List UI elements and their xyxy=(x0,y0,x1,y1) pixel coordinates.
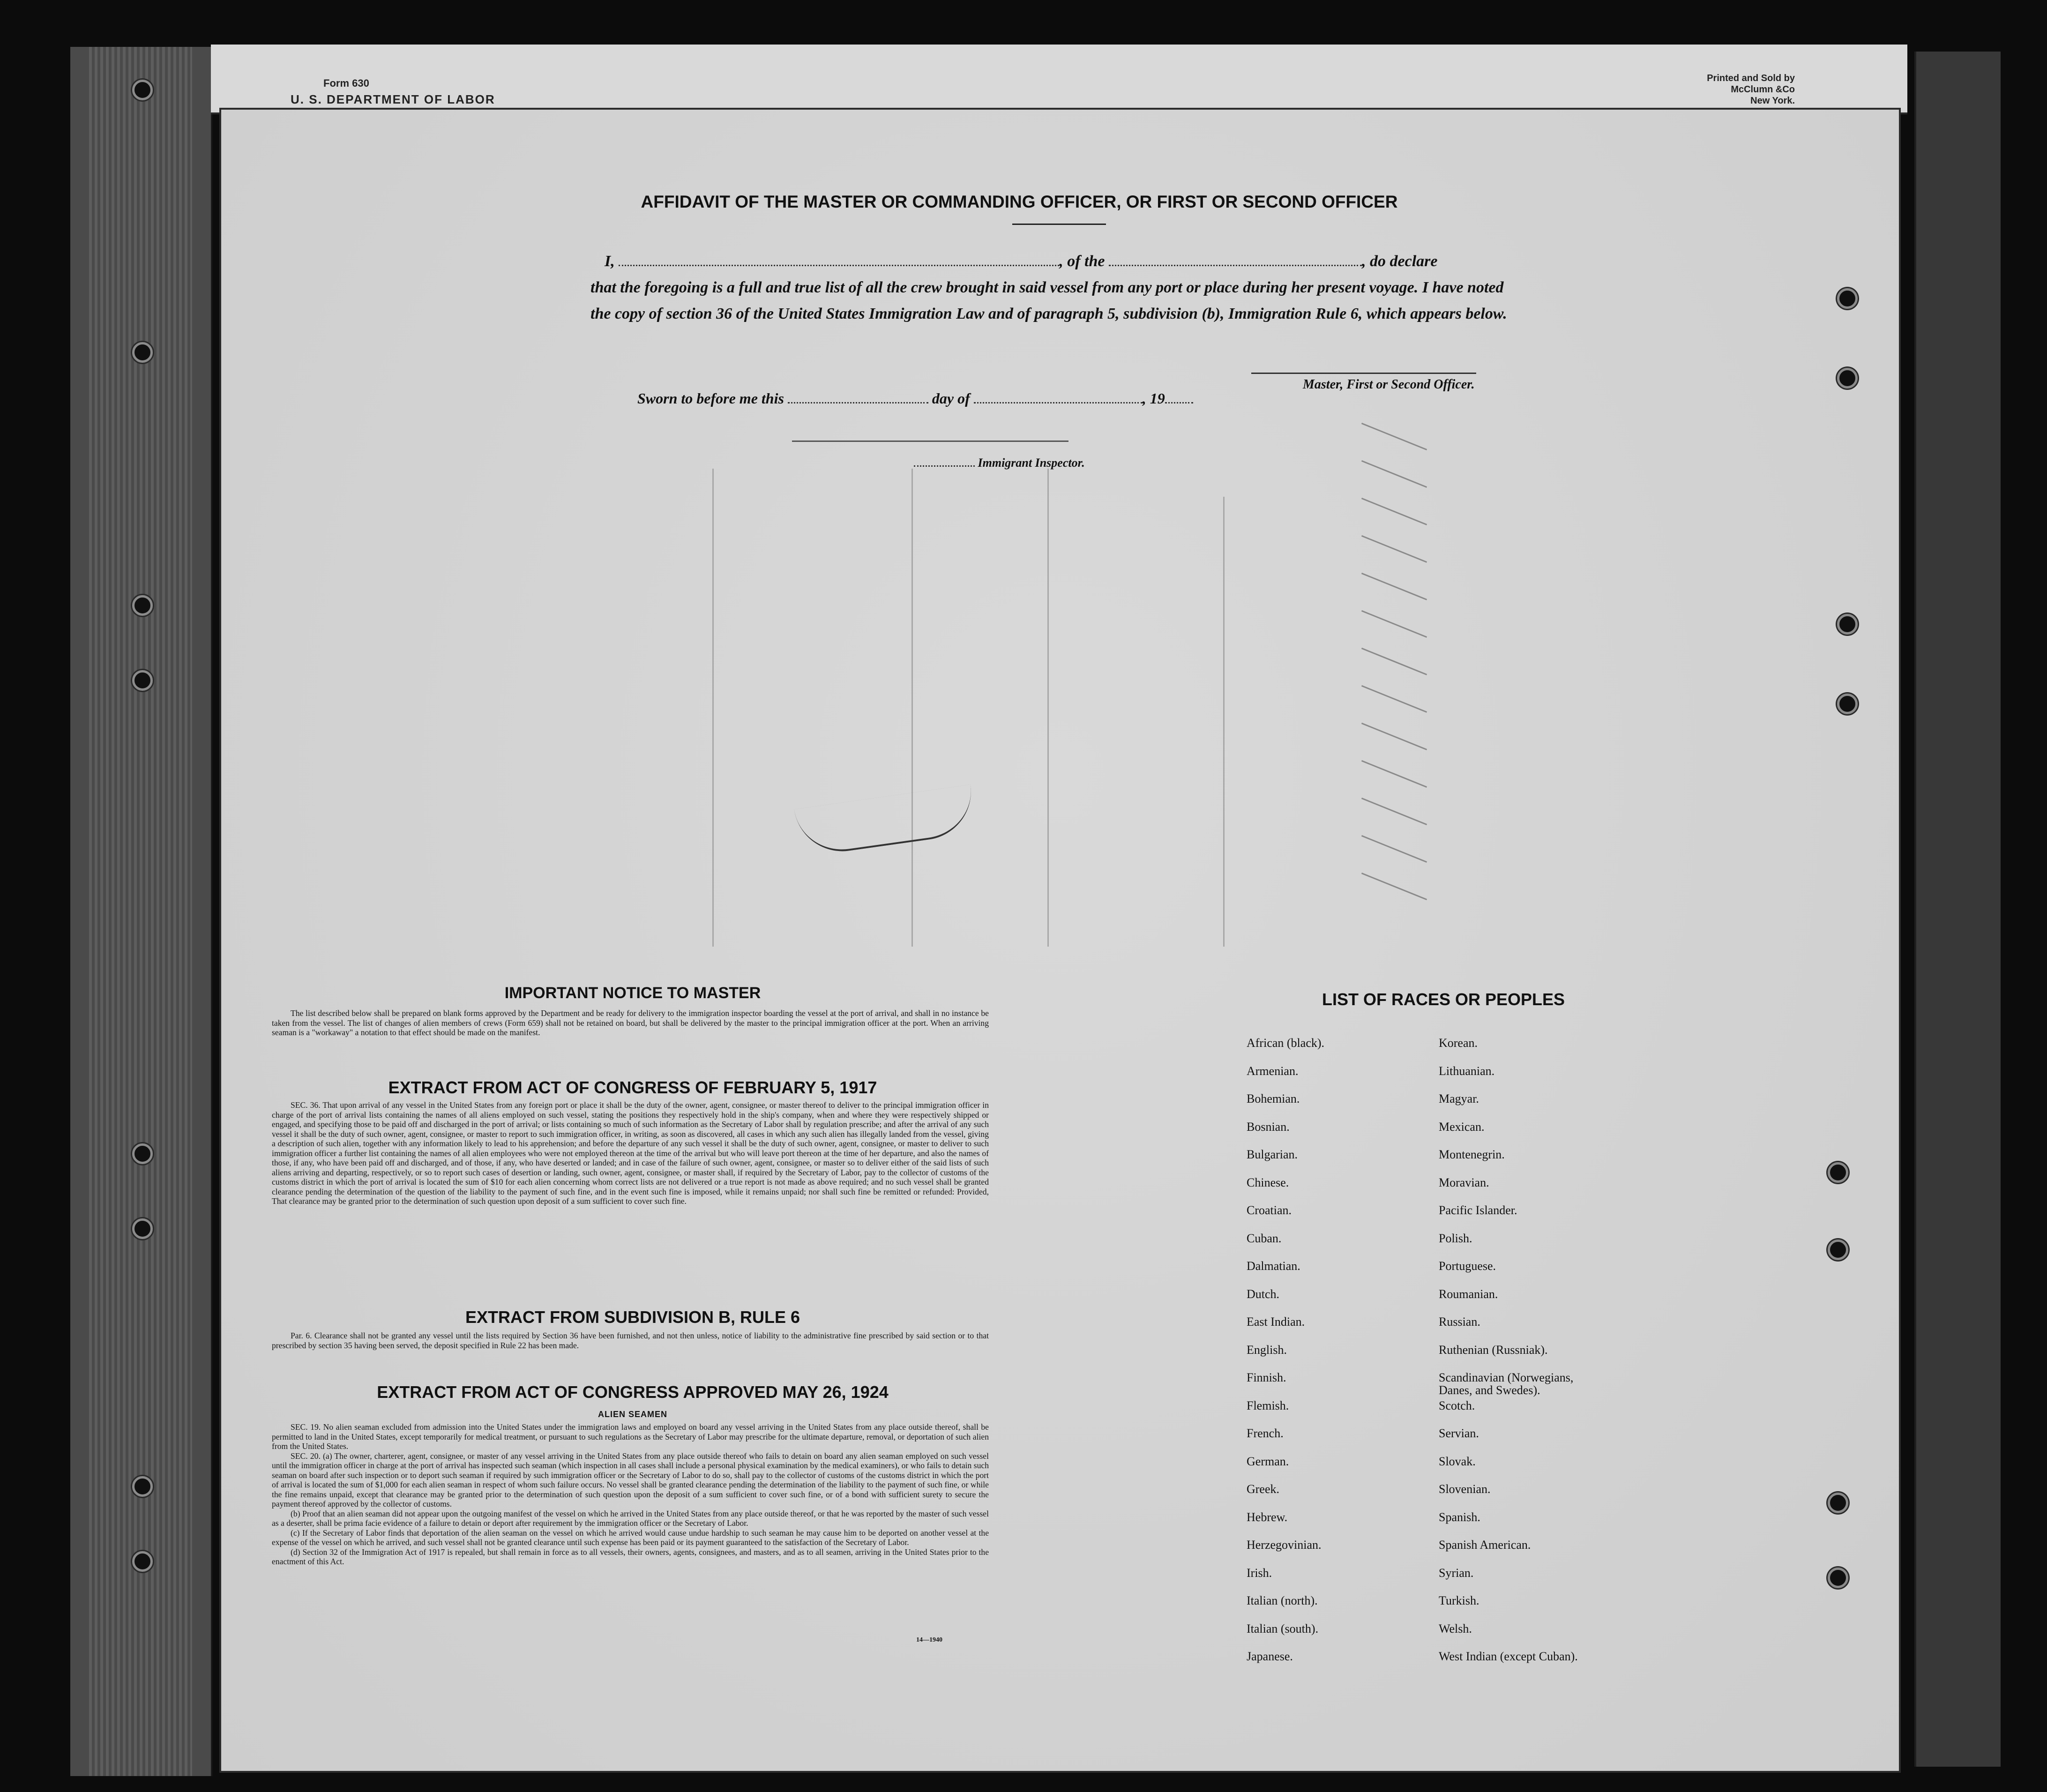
sec20c-paragraph: (c) If the Secretary of Labor finds that deportation of the alien seaman on the vessel on which he arrived would cause undue hardship to such seaman he may cause him to be deported on another vessel at the expense of the vessel on which he arrived, and such vessel shall not be granted clearance until such expense has been paid or its payment guaranteed to the satisfaction of the Secretary of Labor. xyxy=(272,1528,989,1547)
form-number: Form 630 xyxy=(323,77,369,89)
punch-hole xyxy=(1837,614,1858,635)
sec20d-paragraph: (d) Section 32 of the Immigration Act of 1917 is repealed, but shall remain in force as to all vessels, their owners, agents, consignees, and masters, and as to all seamen, arriving in the United States prior to the enactment of this Act. xyxy=(272,1547,989,1566)
extract-1917-title: EXTRACT FROM ACT OF CONGRESS OF FEBRUARY 5, 1917 xyxy=(388,1078,877,1097)
race-item: Korean. xyxy=(1439,1036,1478,1050)
affidavit-body: that the foregoing is a full and true list of all the crew brought in said vessel from any port or place during her present voyage. I have noted the copy of section 36 of the United States Immigration Law and of paragraph 5, subdivision (b), Immigration Rule 6, which appears below. xyxy=(590,279,1507,322)
extract-1924-text xyxy=(272,1422,989,1567)
race-item: Scotch. xyxy=(1439,1399,1475,1412)
punch-hole xyxy=(1828,1239,1848,1260)
bleed-rule xyxy=(911,469,913,947)
printer-line-1: Printed and Sold by McClumn &Co xyxy=(1707,73,1795,95)
race-item: German. xyxy=(1247,1455,1289,1468)
race-item: Magyar. xyxy=(1439,1092,1479,1105)
punch-hole xyxy=(1837,694,1858,714)
binder-hole xyxy=(132,670,153,691)
race-item: English. xyxy=(1247,1343,1287,1357)
race-item: East Indian. xyxy=(1247,1315,1305,1329)
race-item: Irish. xyxy=(1247,1566,1272,1580)
extract-rule6-title: EXTRACT FROM SUBDIVISION B, RULE 6 xyxy=(465,1307,800,1327)
race-item: Chinese. xyxy=(1247,1176,1289,1189)
race-item: Bosnian. xyxy=(1247,1120,1290,1134)
race-item: Ruthenian (Russniak). xyxy=(1439,1343,1548,1357)
race-item: West Indian (except Cuban). xyxy=(1439,1650,1578,1663)
race-item: African (black). xyxy=(1247,1036,1325,1050)
sworn-day-blank[interactable] xyxy=(788,389,928,403)
binder-strip xyxy=(70,47,212,1776)
notice-paragraph: The list described below shall be prepared on blank forms approved by the Department and be ready for delivery to the immigration inspector boarding the vessel at the port of arrival, and shall in no instance be taken from the vessel. The list of changes of alien members of crews (Form 659) shall not be retained on board, but shall be delivered by the master to the principal immigration officer at the port. When an arriving seaman is a "workaway" a notation to that effect should be made on the manifest. xyxy=(272,1008,989,1037)
right-edge-strip xyxy=(1914,52,2001,1767)
notice-title: IMPORTANT NOTICE TO MASTER xyxy=(504,984,761,1002)
bleed-rule xyxy=(1047,469,1049,947)
race-item: Lithuanian. xyxy=(1439,1064,1495,1078)
inspector-signature-line[interactable] xyxy=(792,441,1068,442)
race-item: Greek. xyxy=(1247,1482,1280,1496)
punch-hole xyxy=(1837,288,1858,309)
printer-line-2: New York. xyxy=(1750,96,1795,106)
race-item: Turkish. xyxy=(1439,1594,1479,1607)
race-item: Italian (north). xyxy=(1247,1594,1318,1607)
race-item: Croatian. xyxy=(1247,1203,1292,1217)
department-label: U. S. DEPARTMENT OF LABOR xyxy=(291,92,495,106)
affidavit-title: AFFIDAVIT OF THE MASTER OR COMMANDING OFFICER, OR FIRST OR SECOND OFFICER xyxy=(641,192,1398,211)
race-item: Finnish. xyxy=(1247,1371,1286,1384)
race-item: French. xyxy=(1247,1426,1284,1440)
form-code: 14—1940 xyxy=(916,1636,942,1643)
race-item: Bohemian. xyxy=(1247,1092,1300,1105)
race-item: Mexican. xyxy=(1439,1120,1485,1134)
title-underline xyxy=(1012,224,1106,225)
race-item: Japanese. xyxy=(1247,1650,1293,1663)
extract-rule6-text xyxy=(272,1331,989,1350)
race-item: Cuban. xyxy=(1247,1232,1282,1245)
inspector-label: Immigrant Inspector. xyxy=(978,456,1085,470)
punch-hole xyxy=(1837,368,1858,388)
inspector-line xyxy=(914,452,1085,470)
vessel-blank[interactable] xyxy=(1109,252,1362,266)
race-item: Moravian. xyxy=(1439,1176,1489,1189)
of-the-label: , of the xyxy=(1059,253,1105,270)
sworn-prefix: Sworn to before me this xyxy=(637,390,784,407)
races-title: LIST OF RACES OR PEOPLES xyxy=(1322,990,1565,1009)
sworn-year-blank[interactable] xyxy=(1165,389,1193,403)
printer-credit xyxy=(1682,73,1795,106)
race-item: Flemish. xyxy=(1247,1399,1289,1412)
binder-hole xyxy=(132,1218,153,1239)
race-item: Bulgarian. xyxy=(1247,1148,1298,1161)
binder-hole xyxy=(132,595,153,616)
race-item: Hebrew. xyxy=(1247,1510,1288,1524)
race-item: Servian. xyxy=(1439,1426,1479,1440)
sec20b-paragraph: (b) Proof that an alien seaman did not appear upon the outgoing manifest of the vessel on which he arrived in the United States from any place outside thereof, or that he was reported by the master of such vessel as a deserter, shall be prima facie evidence of a failure to detain or deport after requirement by the immigration officer or the Secretary of Labor. xyxy=(272,1508,989,1528)
race-item: Portuguese. xyxy=(1439,1259,1496,1273)
binder-band xyxy=(89,47,192,1776)
race-item: Dalmatian. xyxy=(1247,1259,1300,1273)
sworn-line xyxy=(637,389,1193,407)
extract-1924-title: EXTRACT FROM ACT OF CONGRESS APPROVED MAY 26, 1924 xyxy=(377,1382,889,1402)
do-declare-label: , do declare xyxy=(1362,253,1438,270)
lead-i: I, xyxy=(605,253,615,270)
race-item: Roumanian. xyxy=(1439,1287,1498,1301)
punch-hole xyxy=(1828,1493,1848,1513)
race-item: Spanish. xyxy=(1439,1510,1480,1524)
notice-text xyxy=(272,1008,989,1038)
race-item: Polish. xyxy=(1439,1232,1472,1245)
sworn-month-blank[interactable] xyxy=(974,389,1143,403)
alien-seamen-subtitle: ALIEN SEAMEN xyxy=(598,1410,667,1419)
name-blank[interactable] xyxy=(619,252,1059,266)
binder-hole xyxy=(132,1551,153,1572)
binder-hole xyxy=(132,1476,153,1497)
race-item: Syrian. xyxy=(1439,1566,1474,1580)
race-item: Montenegrin. xyxy=(1439,1148,1505,1161)
race-item: Spanish American. xyxy=(1439,1538,1531,1552)
bleed-rule xyxy=(712,469,714,947)
section-36-paragraph: SEC. 36. That upon arrival of any vessel in the United States from any foreign port or place it shall be the duty of the owner, agent, consignee, or master thereof to deliver to the principal immigration officer in charge of the port of arrival lists containing the names of all aliens employed on such vessel, stating the positions they respectively hold in the ship's company, when and where they were respectively shipped or engaged, and specifying those to be paid off and discharged in the port of arrival; or lists containing so much of such information as the Secretary of Labor shall by regulation prescribe; and after the arrival of any such vessel it shall be the duty of such owner, agent, consignee, or master to report to such immigration officer, in writing, as soon as discovered, all cases in which any such alien has illegally landed from the vessel, giving a description of such alien, together with any information likely to lead to his apprehension; and before the departure of any such vessel it shall be the duty of such owner, agent, consignee, or master to deliver to such immigration officer a further list containing the names of all alien employees who were not employed thereon at the time of the arrival but who will leave port thereon at the time of her departure, and also the names of those, if any, who have been paid off and discharged, and of those, if any, who have deserted or landed; and in case of the failure of such owner, agent, consignee, or master so to deliver either of the said lists of such aliens arriving and departing, respectively, or so to report such cases of desertion or landing, such owner, agent, consignee, or master shall, if required by the Secretary of Labor, pay to the collector of customs of the customs district in which the port of arrival is located the sum of $10 for each alien concerning whom correct lists are not delivered or a true report is not made as above required; and no such vessel shall be granted clearance pending the determination of the question of the liability to the payment of such fine, and in the event such fine is imposed, while it remains unpaid; nor shall such fine be remitted or refunded: Provided, That clearance may be granted prior to the determination of such question upon deposit of a sum sufficient to cover such fine. xyxy=(272,1100,989,1206)
race-item: Russian. xyxy=(1439,1315,1480,1329)
sworn-day-label: day of xyxy=(932,390,970,407)
race-item: Italian (south). xyxy=(1247,1622,1319,1635)
sworn-year-label: , 19 xyxy=(1142,390,1165,407)
race-item: Herzegovinian. xyxy=(1247,1538,1322,1552)
race-item: Slovak. xyxy=(1439,1455,1476,1468)
declaration-line xyxy=(590,248,1528,275)
inspector-blank[interactable] xyxy=(914,452,975,467)
binder-hole xyxy=(132,80,153,100)
race-item: Scandinavian (Norwegians, Danes, and Swedes). xyxy=(1439,1371,1574,1397)
race-item: Armenian. xyxy=(1247,1064,1299,1078)
race-item: Dutch. xyxy=(1247,1287,1280,1301)
affidavit-statement xyxy=(590,248,1528,327)
punch-hole xyxy=(1828,1162,1848,1183)
punch-hole xyxy=(1828,1568,1848,1588)
race-item: Welsh. xyxy=(1439,1622,1472,1635)
binder-hole xyxy=(132,342,153,363)
sec20a-paragraph: SEC. 20. (a) The owner, charterer, agent, consignee, or master of any vessel arriving in the United States from any place outside thereof who fails to detain on board any alien seaman employed on such vessel until the immigration officer in charge at the port of arrival has inspected such seaman (which inspection in all cases shall include a personal physical examination by the medical examiners), or who fails to detain such seaman on board after such inspection or to deport such seaman if required by such immigration officer or the Secretary of Labor to do so, shall pay to the collector of customs of the customs district in which the port of arrival is located the sum of $1,000 for each alien seaman in respect of whom such failure occurs. No vessel shall be granted clearance pending the determination of the liability to the payment of such fine, or while the fine remains unpaid, except that clearance may be granted prior to the determination of such question upon the deposit of a sum sufficient to cover such fine, or of a bond with sufficient surety to secure the payment thereof approved by the collector of customs. xyxy=(272,1451,989,1508)
signature-label: Master, First or Second Officer. xyxy=(1303,377,1475,392)
binder-hole xyxy=(132,1143,153,1164)
race-item: Slovenian. xyxy=(1439,1482,1491,1496)
bleed-rule xyxy=(1223,497,1225,947)
extract-1917-text xyxy=(272,1100,989,1206)
rule6-paragraph: Par. 6. Clearance shall not be granted any vessel until the lists required by Section 36 have been furnished, and not then unless, notice of liability to the administrative fine prescribed by said section or to that prescribed by section 35 having been served, the deposit specified in Rule 22 has been made. xyxy=(272,1331,989,1350)
signature-line[interactable] xyxy=(1251,373,1476,374)
sec19-paragraph: SEC. 19. No alien seaman excluded from admission into the United States under the immigration laws and employed on board any vessel arriving in the United States from any place outside thereof, shall be permitted to land in the United States, except temporarily for medical treatment, or pursuant to such regulations as the Secretary of Labor may prescribe for the ultimate departure, removal, or deportation of such alien from the United States. xyxy=(272,1422,989,1451)
race-item: Pacific Islander. xyxy=(1439,1203,1517,1217)
